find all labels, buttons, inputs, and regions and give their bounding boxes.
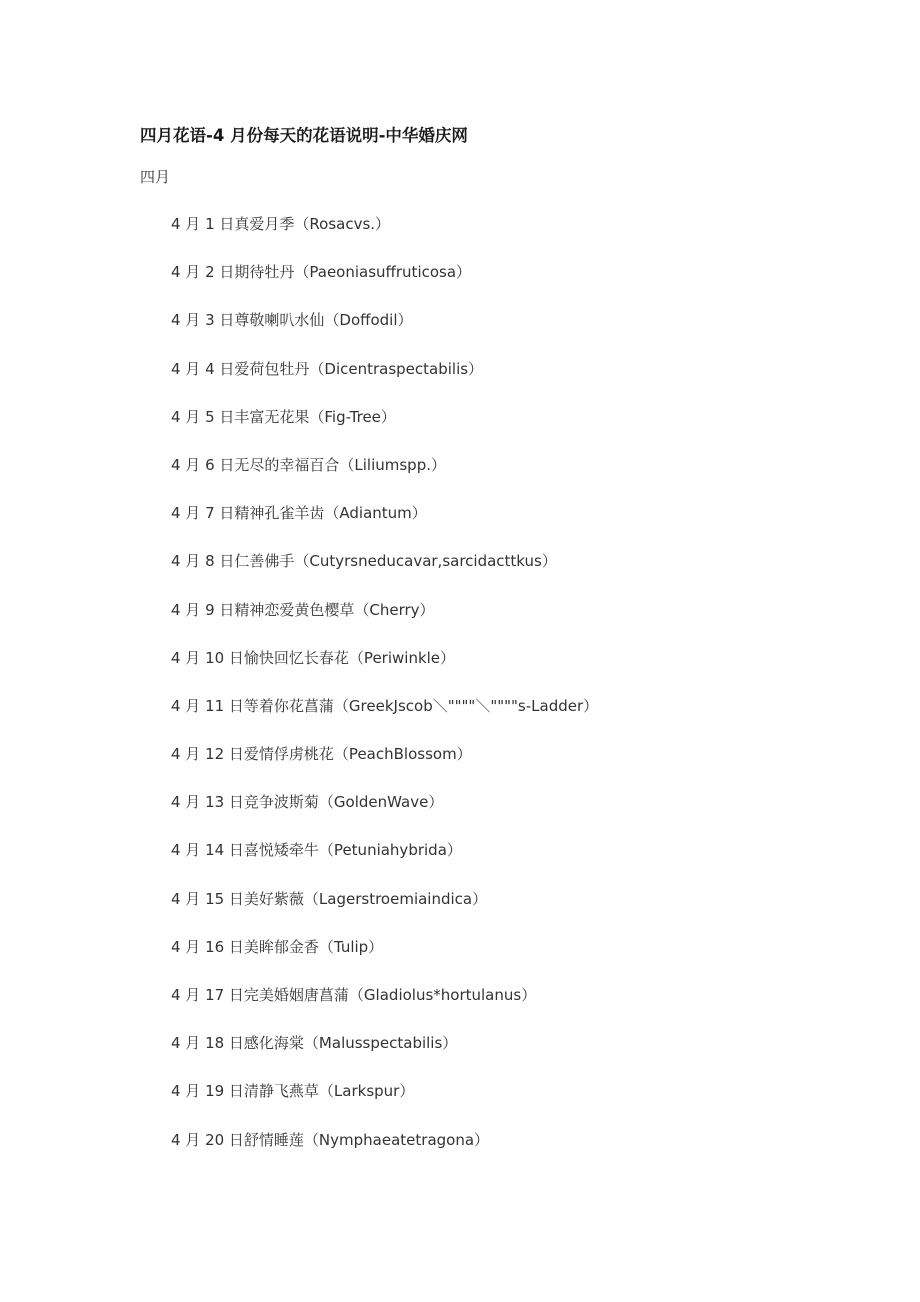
flower-entry: 4 月 3 日尊敬喇叭水仙（Doffodil） <box>171 311 413 330</box>
flower-entry: 4 月 18 日感化海棠（Malusspectabilis） <box>171 1034 458 1053</box>
flower-entry: 4 月 10 日愉快回忆长春花（Periwinkle） <box>171 648 456 667</box>
flower-entry: 4 月 12 日爱情俘虏桃花（PeachBlossom） <box>171 745 472 764</box>
flower-entry: 4 月 6 日无尽的幸福百合（Liliumspp.） <box>171 455 446 474</box>
flower-entry: 4 月 8 日仁善佛手（Cutyrsneducavar,sarcidacttkus） <box>171 552 557 571</box>
flower-entry: 4 月 14 日喜悦矮牵牛（Petuniahybrida） <box>171 841 462 860</box>
flower-entry: 4 月 9 日精神恋爱黄色樱草（Cherry） <box>171 600 435 619</box>
section-heading: 四月 <box>140 168 171 186</box>
flower-entry: 4 月 20 日舒情睡莲（Nymphaeatetragona） <box>171 1130 490 1149</box>
flower-entry: 4 月 4 日爱荷包牡丹（Dicentraspectabilis） <box>171 359 484 378</box>
flower-entry: 4 月 13 日竞争波斯菊（GoldenWave） <box>171 793 444 812</box>
flower-entry-list <box>171 214 598 1178</box>
flower-entry: 4 月 5 日丰富无花果（Fig-Tree） <box>171 407 396 426</box>
flower-entry: 4 月 11 日等着你花菖蒲（GreekJscob＼""""＼""""s-Ladder） <box>171 696 599 715</box>
flower-entry: 4 月 16 日美眸郁金香（Tulip） <box>171 937 384 956</box>
flower-entry: 4 月 2 日期待牡丹（Paeoniasuffruticosa） <box>171 263 472 282</box>
flower-entry: 4 月 15 日美好紫薇（Lagerstroemiaindica） <box>171 889 488 908</box>
document-title: 四月花语-4 月份每天的花语说明-中华婚庆网 <box>140 126 468 145</box>
flower-entry: 4 月 1 日真爱月季（Rosacvs.） <box>171 215 391 233</box>
flower-entry: 4 月 17 日完美婚姻唐菖蒲（Gladiolus*hortulanus） <box>171 986 537 1004</box>
flower-entry: 4 月 19 日清静飞燕草（Larkspur） <box>171 1082 415 1101</box>
flower-entry: 4 月 7 日精神孔雀羊齿（Adiantum） <box>171 504 427 523</box>
